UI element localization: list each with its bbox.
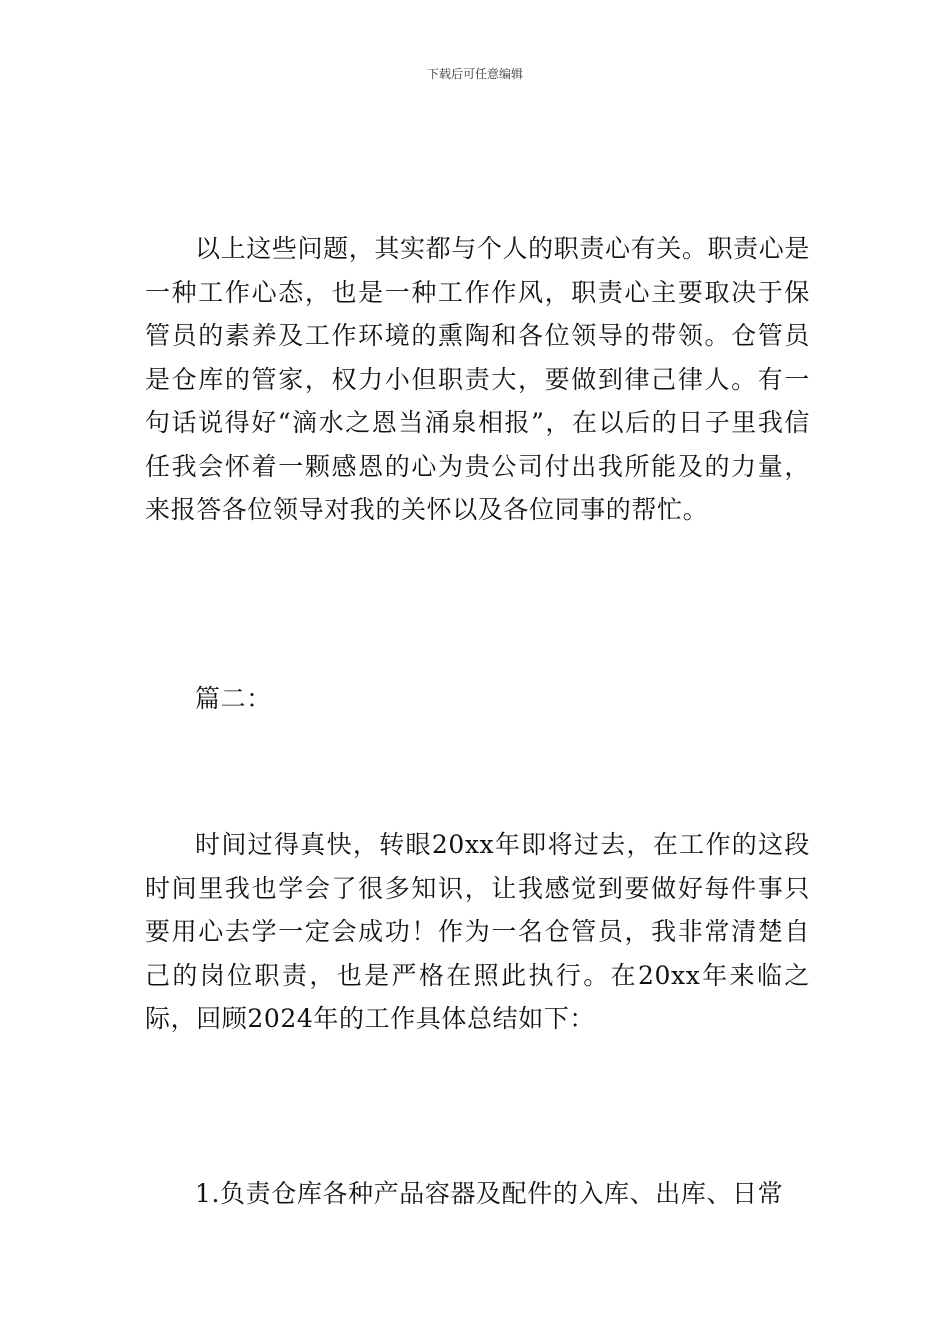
- list-item-1: 1.负责仓库各种产品容器及配件的入库、出库、日常: [195, 1179, 784, 1208]
- section-heading-part-two: 篇二：: [195, 684, 272, 713]
- paragraph-year-review: 时间过得真快，转眼20xx年即将过去，在工作的这段时间里我也学会了很多知识，让我感觉到要做好每件事只要用心去学一定会成功！作为一名仓管员，我非常清楚自己的岗位职责，也是严格在照此执行。在20xx年来临之际，回顾2024年的工作具体总结如下：: [145, 830, 810, 1033]
- page-header: 下载后可任意编辑: [426, 67, 523, 81]
- paragraph-responsibility: 以上这些问题，其实都与个人的职责心有关。职责心是一种工作心态，也是一种工作作风，职责心主要取决于保管员的素养及工作环境的熏陶和各位领导的带领。仓管员是仓库的管家，权力小但职责大，要做到律己律人。有一句话说得好“滴水之恩当涌泉相报”，在以后的日子里我信任我会怀着一颗感恩的心为贵公司付出我所能及的力量，来报答各位领导对我的关怀以及各位同事的帮忙。: [145, 234, 810, 524]
